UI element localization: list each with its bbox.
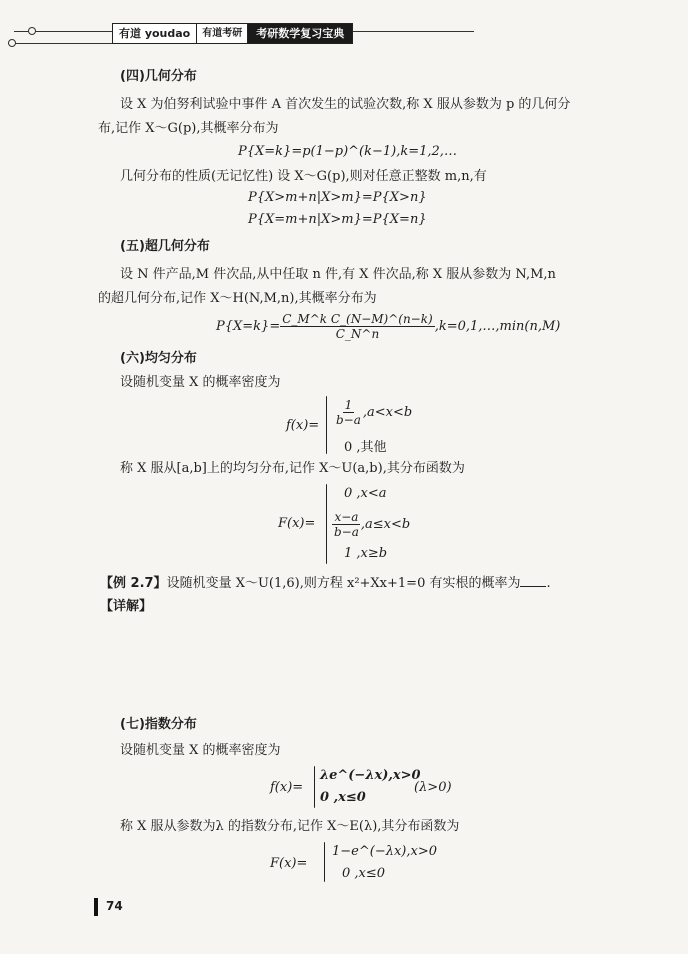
hyper-formula-numerator: C_M^k C_(N−M)^(n−k) [282,312,433,326]
memoryless-formula-1: P{X>m+n|X>m}=P{X>n} [248,190,427,205]
brand-name: 有道考研 [197,24,248,43]
uniform-pdf-denominator: b−a [336,413,361,427]
uniform-pdf-brace [326,396,327,454]
exponential-pdf-case1: λe^(−λx),x>0 [320,768,421,783]
exponential-cdf-brace [324,842,325,882]
uniform-cdf-case2-condition: ,a≤x<b [360,517,411,532]
hyper-formula-rhs: ,k=0,1,…,min(n,M) [434,319,561,334]
book-title: 考研数学复习宝典 [248,24,352,43]
example-text: 设随机变量 X～U(1,6),则方程 x²+Xx+1=0 有实根的概率为 [166,576,521,591]
uniform-pdf-case1 [334,398,412,427]
header-ring-icon [28,27,36,35]
exponential-pdf-case2: 0 ,x≤0 [320,790,366,805]
uniform-cdf-case2 [332,510,410,539]
section-title-uniform: (六)均匀分布 [120,351,197,366]
exponential-pdf-condition: (λ>0) [414,780,452,795]
header-ring-icon [8,39,16,47]
solution-label: 【详解】 [100,599,153,614]
uniform-cdf-brace [326,484,327,564]
exponential-cdf-lhs: F(x)= [270,856,308,871]
page-number: 74 [106,899,123,913]
example-label: 【例 2.7】 [100,576,167,591]
page-number-mark [94,898,98,916]
youdao-logo: 有道 youdao [113,24,197,43]
exponential-pdf-brace [314,766,315,808]
answer-blank[interactable] [520,574,546,587]
geometric-pmf-formula: P{X=k}=p(1−p)^(k−1),k=1,2,… [238,144,457,159]
memoryless-formula-2: P{X=m+n|X>m}=P{X=n} [248,212,427,227]
exponential-pdf-lhs: f(x)= [270,780,304,795]
uniform-cdf-lhs: F(x)= [278,516,316,531]
uniform-pdf-case1-condition: ,a<x<b [362,405,413,420]
section-title-hypergeometric: (五)超几何分布 [120,239,210,254]
page-header [0,22,688,52]
exponential-cdf-case2: 0 ,x≤0 [342,866,386,881]
exponential-text-line2: 称 X 服从参数为λ 的指数分布,记作 X～E(λ),其分布函数为 [120,819,460,834]
hypergeometric-text-line2: 的超几何分布,记作 X～H(N,M,n),其概率分布为 [98,291,377,306]
uniform-pdf-fraction [334,398,363,427]
hypergeometric-text-line1: 设 N 件产品,M 件次品,从中任取 n 件,有 X 件次品,称 X 服从参数为 N,M,n [120,267,556,282]
geometric-text-line2: 布,记作 X～G(p),其概率分布为 [98,121,279,136]
uniform-pdf-numerator: 1 [344,398,353,412]
uniform-cdf-denominator: b−a [334,525,359,539]
uniform-pdf-case2: 0 ,其他 [344,440,387,455]
exponential-cdf-case1: 1−e^(−λx),x>0 [332,844,437,859]
uniform-pdf-lhs: f(x)= [286,418,320,433]
uniform-cdf-case1: 0 ,x<a [344,486,387,501]
geometric-text-line1: 设 X 为伯努利试验中事件 A 首次发生的试验次数,称 X 服从参数为 p 的几何分 [120,97,571,112]
section-title-geometric: (四)几何分布 [120,69,197,84]
section-title-exponential: (七)指数分布 [120,717,197,732]
hyper-formula-fraction [280,312,434,341]
hyper-formula-lhs: P{X=k}= [216,319,281,334]
hyper-formula-denominator: C_N^n [335,327,380,341]
geometric-property-text: 几何分布的性质(无记忆性) 设 X～G(p),则对任意正整数 m,n,有 [120,169,487,184]
uniform-text-line1: 设随机变量 X 的概率密度为 [120,375,281,390]
hypergeometric-pmf-formula [216,312,560,341]
example-2-7 [100,574,551,593]
uniform-text-line2: 称 X 服从[a,b]上的均匀分布,记作 X～U(a,b),其分布函数为 [120,461,465,476]
uniform-cdf-numerator: x−a [334,510,359,524]
example-end: . [546,576,551,591]
exponential-text-line1: 设随机变量 X 的概率密度为 [120,743,281,758]
header-badge [112,23,353,44]
uniform-cdf-case3: 1 ,x≥b [344,546,388,561]
uniform-cdf-fraction [332,510,361,539]
